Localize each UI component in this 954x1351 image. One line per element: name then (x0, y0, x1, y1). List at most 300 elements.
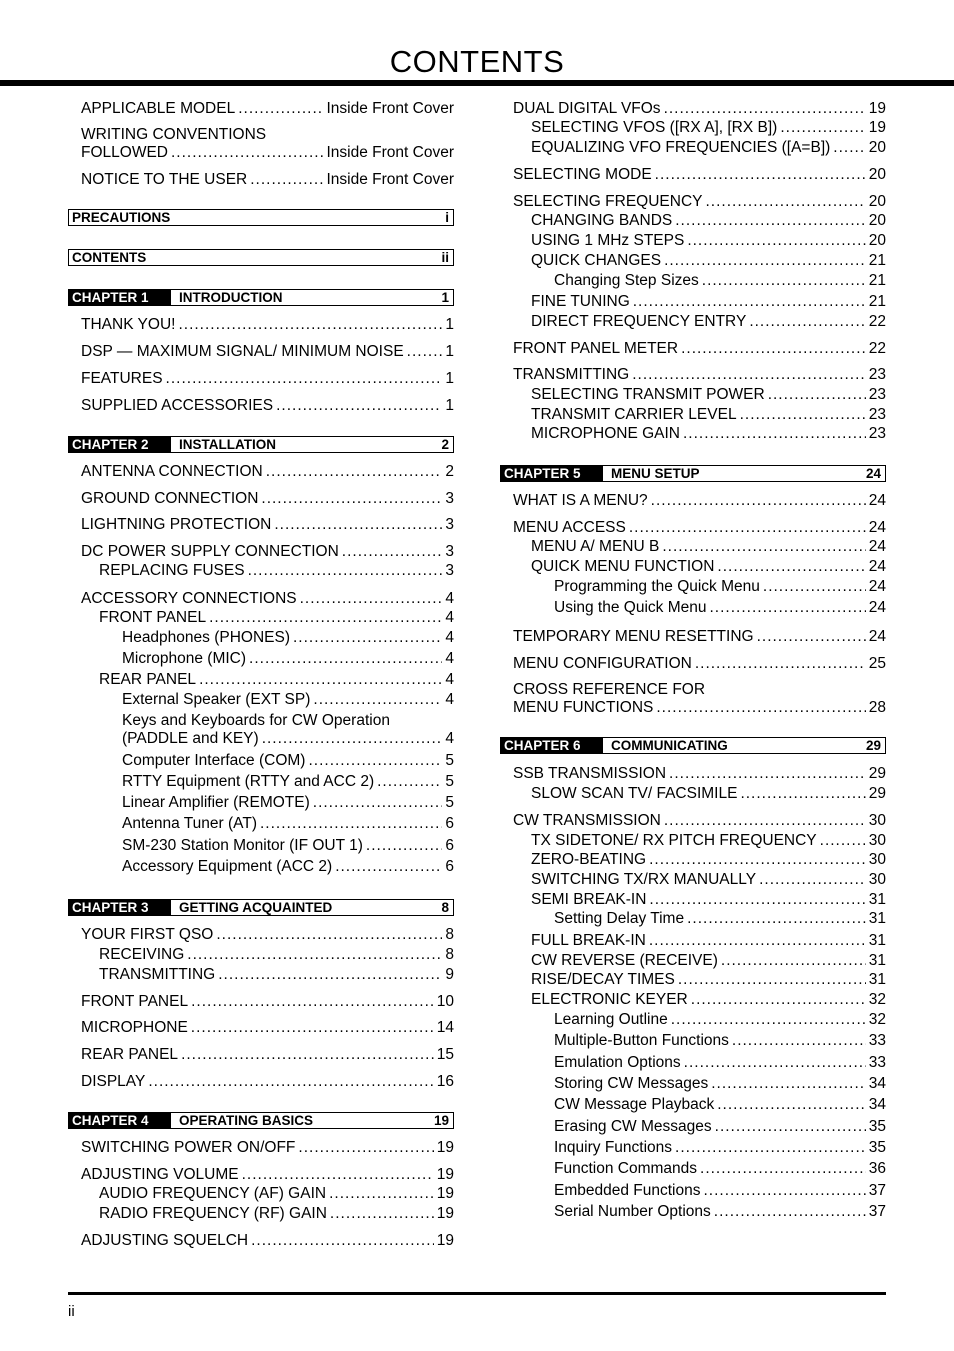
toc-entry[interactable] (531, 139, 886, 157)
toc-entry[interactable] (81, 1019, 454, 1037)
dot-leader (248, 562, 443, 580)
dot-leader (251, 1232, 434, 1250)
dot-leader (662, 538, 865, 556)
toc-entry[interactable] (531, 891, 886, 909)
top-rule (0, 80, 954, 86)
toc-entry[interactable] (81, 993, 454, 1011)
toc-entry[interactable] (513, 812, 886, 830)
toc-entry-page: 6 (445, 837, 454, 854)
toc-entry[interactable] (81, 397, 454, 415)
dot-leader (671, 1011, 866, 1029)
dot-leader (717, 1096, 866, 1114)
toc-entry-title: TEMPORARY MENU RESETTING (513, 628, 754, 645)
toc-entry[interactable] (81, 316, 454, 334)
toc-entry-title: Emulation Options (554, 1054, 681, 1071)
chapter-name: GETTING ACQUAINTED (179, 900, 333, 915)
chapter-label: CHAPTER 5 (501, 466, 603, 481)
toc-entry-page: 21 (868, 272, 886, 289)
toc-entry[interactable] (81, 1139, 454, 1157)
toc-entry-title: USING 1 MHz STEPS (531, 232, 685, 249)
toc-entry[interactable] (122, 691, 454, 709)
toc-entry[interactable] (531, 212, 886, 230)
toc-entry[interactable] (81, 463, 454, 481)
toc-entry-title: SELECTING MODE (513, 166, 652, 183)
dot-leader (649, 891, 865, 909)
dot-leader (632, 366, 866, 384)
toc-entry[interactable] (554, 1182, 886, 1200)
toc-entry-title: SLOW SCAN TV/ FACSIMILE (531, 785, 738, 802)
dot-leader (678, 971, 866, 989)
toc-entry[interactable] (554, 1075, 886, 1093)
toc-entry-title: REPLACING FUSES (99, 562, 245, 579)
toc-entry[interactable] (99, 1205, 454, 1223)
chapter-label: CHAPTER 1 (69, 290, 171, 305)
toc-entry-page: 23 (868, 425, 886, 442)
toc-entry-title: Erasing CW Messages (554, 1118, 712, 1135)
toc-entry-title: Serial Number Options (554, 1203, 711, 1220)
section-heading[interactable] (68, 249, 454, 266)
toc-entry[interactable] (554, 1203, 886, 1221)
toc-entry-page: 20 (868, 139, 886, 156)
toc-entry-page: 19 (868, 100, 886, 117)
heading-page: 29 (865, 738, 881, 753)
dot-leader (199, 671, 442, 689)
toc-entry-page: 28 (868, 699, 886, 716)
toc-entry-page: 3 (445, 562, 454, 579)
chapter-name: INTRODUCTION (179, 290, 283, 305)
toc-entry-page: 20 (868, 193, 886, 210)
toc-entry-page: 3 (445, 516, 454, 533)
toc-entry-title: REAR PANEL (81, 1046, 179, 1063)
toc-entry-page: 35 (868, 1118, 886, 1135)
toc-entry-title: ZERO-BEATING (531, 851, 647, 868)
toc-entry-title: SELECTING TRANSMIT POWER (531, 386, 765, 403)
toc-entry[interactable] (99, 671, 454, 689)
toc-entry-page: 24 (868, 519, 886, 536)
toc-entry[interactable] (554, 272, 886, 290)
toc-entry-page: 30 (868, 851, 886, 868)
dot-leader (238, 100, 323, 118)
dot-leader (649, 851, 866, 869)
dot-leader (703, 1182, 865, 1200)
toc-entry-page: Inside Front Cover (326, 100, 454, 117)
toc-entry-title: SM-230 Station Monitor (IF OUT 1) (122, 837, 363, 854)
toc-entry-title: CHANGING BANDS (531, 212, 673, 229)
dot-leader (407, 343, 443, 361)
toc-entry[interactable] (81, 1232, 454, 1250)
toc-entry-title: Linear Amplifier (REMOTE) (122, 794, 310, 811)
toc-entry-page: 37 (868, 1203, 886, 1220)
toc-entry[interactable] (531, 851, 886, 869)
dot-leader (691, 991, 866, 1009)
dot-leader (218, 966, 442, 984)
toc-entry[interactable] (122, 752, 454, 770)
chapter-heading[interactable] (500, 465, 886, 482)
dot-leader (695, 655, 866, 673)
toc-entry[interactable] (99, 1185, 454, 1203)
toc-entry-title: RISE/DECAY TIMES (531, 971, 675, 988)
toc-entry-title: Storing CW Messages (554, 1075, 709, 1092)
toc-entry[interactable] (554, 1118, 886, 1136)
toc-entry[interactable] (554, 1032, 886, 1050)
toc-entry[interactable] (122, 858, 454, 876)
dot-leader (308, 752, 442, 770)
toc-entry-title: Using the Quick Menu (554, 599, 707, 616)
toc-entry-title: FRONT PANEL METER (513, 340, 679, 357)
toc-entry-title: FRONT PANEL (99, 609, 207, 626)
toc-entry-page: 4 (445, 691, 454, 708)
toc-entry-page: 19 (436, 1139, 454, 1156)
toc-entry[interactable] (513, 492, 886, 510)
toc-entry-title: RECEIVING (99, 946, 185, 963)
toc-entry[interactable] (122, 629, 454, 647)
toc-entry-page: 22 (868, 313, 886, 330)
dot-leader (820, 832, 866, 850)
toc-entry-page: 3 (445, 490, 454, 507)
toc-entry-page: 5 (445, 773, 454, 790)
dot-leader (702, 272, 866, 290)
chapter-heading[interactable] (68, 1112, 454, 1129)
toc-entry-title: NOTICE TO THE USER (81, 171, 248, 188)
toc-entry-title: Computer Interface (COM) (122, 752, 306, 769)
toc-entry-title: QUICK MENU FUNCTION (531, 558, 715, 575)
toc-entry[interactable] (531, 538, 886, 556)
toc-entry[interactable] (81, 171, 454, 189)
toc-entry[interactable] (122, 650, 454, 668)
toc-entry-title: LIGHTNING PROTECTION (81, 516, 272, 533)
toc-entry-page: Inside Front Cover (326, 144, 454, 161)
toc-entry-title: WHAT IS A MENU? (513, 492, 648, 509)
toc-entry[interactable] (513, 519, 886, 537)
dot-leader (757, 628, 866, 646)
toc-entry[interactable] (81, 926, 454, 944)
dot-leader (768, 386, 866, 404)
toc-entry-page: 1 (445, 316, 454, 333)
toc-entry-page: 4 (445, 730, 454, 747)
toc-entry-page: 24 (868, 578, 886, 595)
dot-leader (710, 599, 866, 617)
toc-entry-title: CW REVERSE (RECEIVE) (531, 952, 718, 969)
chapter-heading[interactable] (500, 737, 886, 754)
toc-entry[interactable] (531, 293, 886, 311)
toc-entry[interactable] (531, 558, 886, 576)
toc-entry-title: CW TRANSMISSION (513, 812, 661, 829)
dot-leader (664, 252, 866, 270)
chapter-heading[interactable] (68, 899, 454, 916)
toc-entry[interactable] (531, 119, 886, 137)
toc-entry-page: 30 (868, 871, 886, 888)
toc-entry-page: 1 (445, 397, 454, 414)
dot-leader (342, 543, 443, 561)
toc-entry-page: 19 (436, 1232, 454, 1249)
dot-leader (833, 139, 865, 157)
toc-entry-title: Microphone (MIC) (122, 650, 247, 667)
toc-entry-page: 5 (445, 752, 454, 769)
toc-entry-title: MENU CONFIGURATION (513, 655, 692, 672)
section-heading[interactable] (68, 209, 454, 226)
toc-entry-title: EQUALIZING VFO FREQUENCIES ([A=B]) (531, 139, 831, 156)
dot-leader (266, 463, 443, 481)
dot-leader (260, 815, 442, 833)
toc-entry-page: 5 (445, 794, 454, 811)
toc-entry[interactable] (554, 578, 886, 596)
toc-entry-page: 24 (868, 558, 886, 575)
toc-entry[interactable] (81, 1046, 454, 1064)
toc-entry-title: DC POWER SUPPLY CONNECTION (81, 543, 339, 560)
section-name: PRECAUTIONS (72, 210, 171, 225)
toc-entry-page: 14 (436, 1019, 454, 1036)
dot-leader (366, 837, 442, 855)
toc-entry[interactable] (99, 609, 454, 627)
toc-entry-page: 35 (868, 1139, 886, 1156)
toc-entry-page: 4 (445, 650, 454, 667)
dot-leader (711, 1075, 866, 1093)
dot-leader (633, 293, 866, 311)
dot-leader (261, 490, 442, 508)
heading-page: ii (441, 250, 449, 265)
toc-entry-title: DSP — MAXIMUM SIGNAL/ MINIMUM NOISE (81, 343, 404, 360)
toc-entry-title: RADIO FREQUENCY (RF) GAIN (99, 1205, 327, 1222)
toc-entry[interactable] (531, 832, 886, 850)
dot-leader (740, 406, 866, 424)
toc-entry[interactable] (531, 785, 886, 803)
toc-entry-title: MENU ACCESS (513, 519, 626, 536)
dot-leader (669, 765, 866, 783)
dot-leader (681, 340, 866, 358)
dot-leader (187, 946, 442, 964)
dot-leader (715, 1118, 866, 1136)
toc-entry[interactable] (531, 991, 886, 1009)
toc-entry[interactable] (81, 490, 454, 508)
toc-entry[interactable] (122, 794, 454, 812)
dot-leader (249, 650, 442, 668)
dot-leader (717, 558, 865, 576)
toc-entry-page: 20 (868, 232, 886, 249)
dot-leader (178, 316, 442, 334)
toc-entry[interactable] (81, 343, 454, 361)
dot-leader (262, 730, 443, 748)
toc-entry-title: SWITCHING POWER ON/OFF (81, 1139, 296, 1156)
toc-entry-title: Accessory Equipment (ACC 2) (122, 858, 333, 875)
toc-entry[interactable] (531, 232, 886, 250)
toc-entry-title: Headphones (PHONES) (122, 629, 290, 646)
toc-entry[interactable] (513, 366, 886, 384)
toc-entry[interactable] (531, 406, 886, 424)
toc-entry-page: 31 (868, 910, 886, 927)
toc-entry-page: 30 (868, 812, 886, 829)
toc-entry-title: MENU FUNCTIONS (513, 699, 654, 716)
toc-entry-page: 24 (868, 492, 886, 509)
chapter-name: OPERATING BASICS (179, 1113, 314, 1128)
toc-entry[interactable] (513, 699, 886, 717)
toc-entry[interactable] (513, 655, 886, 673)
toc-entry[interactable] (81, 370, 454, 388)
toc-entry[interactable] (81, 516, 454, 534)
dot-leader (780, 119, 865, 137)
toc-entry-page: 29 (868, 785, 886, 802)
toc-entry-title: YOUR FIRST QSO (81, 926, 214, 943)
toc-entry-page: 3 (445, 543, 454, 560)
toc-entry-title: ANTENNA CONNECTION (81, 463, 263, 480)
dot-leader (763, 578, 866, 596)
toc-entry-title: THANK YOU! (81, 316, 176, 333)
dot-leader (683, 425, 866, 443)
toc-entry[interactable] (122, 730, 454, 748)
toc-entry-title: APPLICABLE MODEL (81, 100, 236, 117)
toc-entry-title: ADJUSTING VOLUME (81, 1166, 239, 1183)
dot-leader (656, 699, 865, 717)
toc-entry-title: Embedded Functions (554, 1182, 701, 1199)
toc-entry-page: 21 (868, 293, 886, 310)
toc-entry[interactable] (531, 932, 886, 950)
toc-entry[interactable] (554, 1160, 886, 1178)
toc-entry[interactable] (81, 1073, 454, 1091)
toc-entry[interactable] (554, 1011, 886, 1029)
toc-entry-page: 33 (868, 1032, 886, 1049)
toc-entry-title: GROUND CONNECTION (81, 490, 259, 507)
dot-leader (274, 516, 442, 534)
toc-entry-page: Inside Front Cover (326, 171, 454, 188)
toc-entry[interactable] (99, 966, 454, 984)
toc-entry[interactable] (513, 100, 886, 118)
dot-leader (759, 871, 866, 889)
toc-entry-title: Function Commands (554, 1160, 698, 1177)
toc-entry-page: 32 (868, 1011, 886, 1028)
dot-leader (377, 773, 442, 791)
toc-entry-page: 4 (445, 609, 454, 626)
toc-entry[interactable] (122, 837, 454, 855)
toc-entry-title: FOLLOWED (81, 144, 168, 161)
heading-page: i (445, 210, 449, 225)
toc-entry[interactable] (531, 386, 886, 404)
toc-entry-page: 9 (445, 966, 454, 983)
toc-entry[interactable] (531, 952, 886, 970)
toc-entry[interactable] (531, 871, 886, 889)
dot-leader (276, 397, 442, 415)
toc-entry[interactable] (513, 765, 886, 783)
heading-page: 8 (441, 900, 449, 915)
toc-entry[interactable] (554, 1139, 886, 1157)
toc-entry-page: 16 (436, 1073, 454, 1090)
toc-entry[interactable] (81, 1166, 454, 1184)
toc-entry-title: MENU A/ MENU B (531, 538, 660, 555)
toc-entry[interactable] (531, 971, 886, 989)
toc-entry[interactable] (81, 590, 454, 608)
dot-leader (335, 858, 442, 876)
toc-entry-title: CW Message Playback (554, 1096, 715, 1113)
toc-entry-page: 10 (436, 993, 454, 1010)
toc-entry[interactable] (81, 543, 454, 561)
toc-entry-page: 34 (868, 1096, 886, 1113)
dot-leader (313, 691, 442, 709)
dot-leader (651, 492, 866, 510)
toc-entry-title: MICROPHONE (81, 1019, 188, 1036)
toc-entry-page: 23 (868, 366, 886, 383)
toc-entry[interactable] (122, 773, 454, 791)
toc-entry-page: 20 (868, 166, 886, 183)
toc-entry-title: REAR PANEL (99, 671, 197, 688)
dot-leader (148, 1073, 433, 1091)
toc-entry-page: 4 (445, 590, 454, 607)
chapter-heading[interactable] (68, 436, 454, 453)
dot-leader (721, 952, 866, 970)
dot-leader (700, 1160, 866, 1178)
toc-entry-title: FRONT PANEL (81, 993, 189, 1010)
toc-entry[interactable] (531, 313, 886, 331)
dot-leader (687, 232, 865, 250)
toc-entry[interactable] (513, 166, 886, 184)
dot-leader (705, 193, 865, 211)
toc-entry-page: 20 (868, 212, 886, 229)
toc-entry-title: DISPLAY (81, 1073, 146, 1090)
toc-entry-title: TRANSMIT CARRIER LEVEL (531, 406, 737, 423)
toc-entry-title: (PADDLE and KEY) (122, 730, 259, 747)
toc-entry[interactable] (99, 562, 454, 580)
toc-entry-page: 31 (868, 971, 886, 988)
chapter-label: CHAPTER 6 (501, 738, 603, 753)
toc-entry-title: Learning Outline (554, 1011, 668, 1028)
chapter-label: CHAPTER 2 (69, 437, 171, 452)
toc-entry-title: FEATURES (81, 370, 163, 387)
toc-entry[interactable] (554, 1096, 886, 1114)
toc-entry[interactable] (554, 1054, 886, 1072)
toc-entry[interactable] (513, 340, 886, 358)
toc-entry-title: QUICK CHANGES (531, 252, 662, 269)
dot-leader (675, 1139, 866, 1157)
toc-entry-title: DUAL DIGITAL VFOs (513, 100, 661, 117)
toc-entry[interactable] (513, 628, 886, 646)
dot-leader (191, 993, 434, 1011)
toc-entry-page: 34 (868, 1075, 886, 1092)
toc-entry-title: SWITCHING TX/RX MANUALLY (531, 871, 757, 888)
toc-entry[interactable] (513, 193, 886, 211)
dot-leader (191, 1019, 434, 1037)
dot-leader (250, 171, 323, 189)
toc-entry-page: 24 (868, 628, 886, 645)
toc-entry-title: MICROPHONE GAIN (531, 425, 680, 442)
toc-entry-page: 33 (868, 1054, 886, 1071)
toc-entry[interactable] (81, 100, 454, 118)
toc-entry-title: Programming the Quick Menu (554, 578, 760, 595)
dot-leader (732, 1032, 866, 1050)
toc-entry-title: TX SIDETONE/ RX PITCH FREQUENCY (531, 832, 817, 849)
toc-entry-title: TRANSMITTING (513, 366, 630, 383)
chapter-heading[interactable] (68, 289, 454, 306)
dot-leader (664, 100, 866, 118)
toc-entry-page: 2 (445, 463, 454, 480)
section-name: CONTENTS (72, 250, 147, 265)
footer-page-number: ii (68, 1303, 75, 1320)
toc-entry[interactable] (122, 815, 454, 833)
toc-entry[interactable] (531, 252, 886, 270)
dot-leader (629, 519, 866, 537)
toc-entry[interactable] (554, 599, 886, 617)
chapter-label: CHAPTER 4 (69, 1113, 171, 1128)
toc-entry[interactable] (99, 946, 454, 964)
toc-entry[interactable] (554, 910, 886, 928)
dot-leader (293, 629, 442, 647)
toc-entry-title: SUPPLIED ACCESSORIES (81, 397, 274, 414)
dot-leader (749, 313, 865, 331)
dot-leader (649, 932, 866, 950)
toc-entry-page: 6 (445, 858, 454, 875)
toc-entry-page: 19 (436, 1185, 454, 1202)
toc-entry[interactable] (531, 425, 886, 443)
heading-page: 1 (441, 290, 449, 305)
dot-leader (242, 1166, 434, 1184)
toc-entry[interactable] (81, 144, 454, 162)
chapter-name: MENU SETUP (611, 466, 700, 481)
